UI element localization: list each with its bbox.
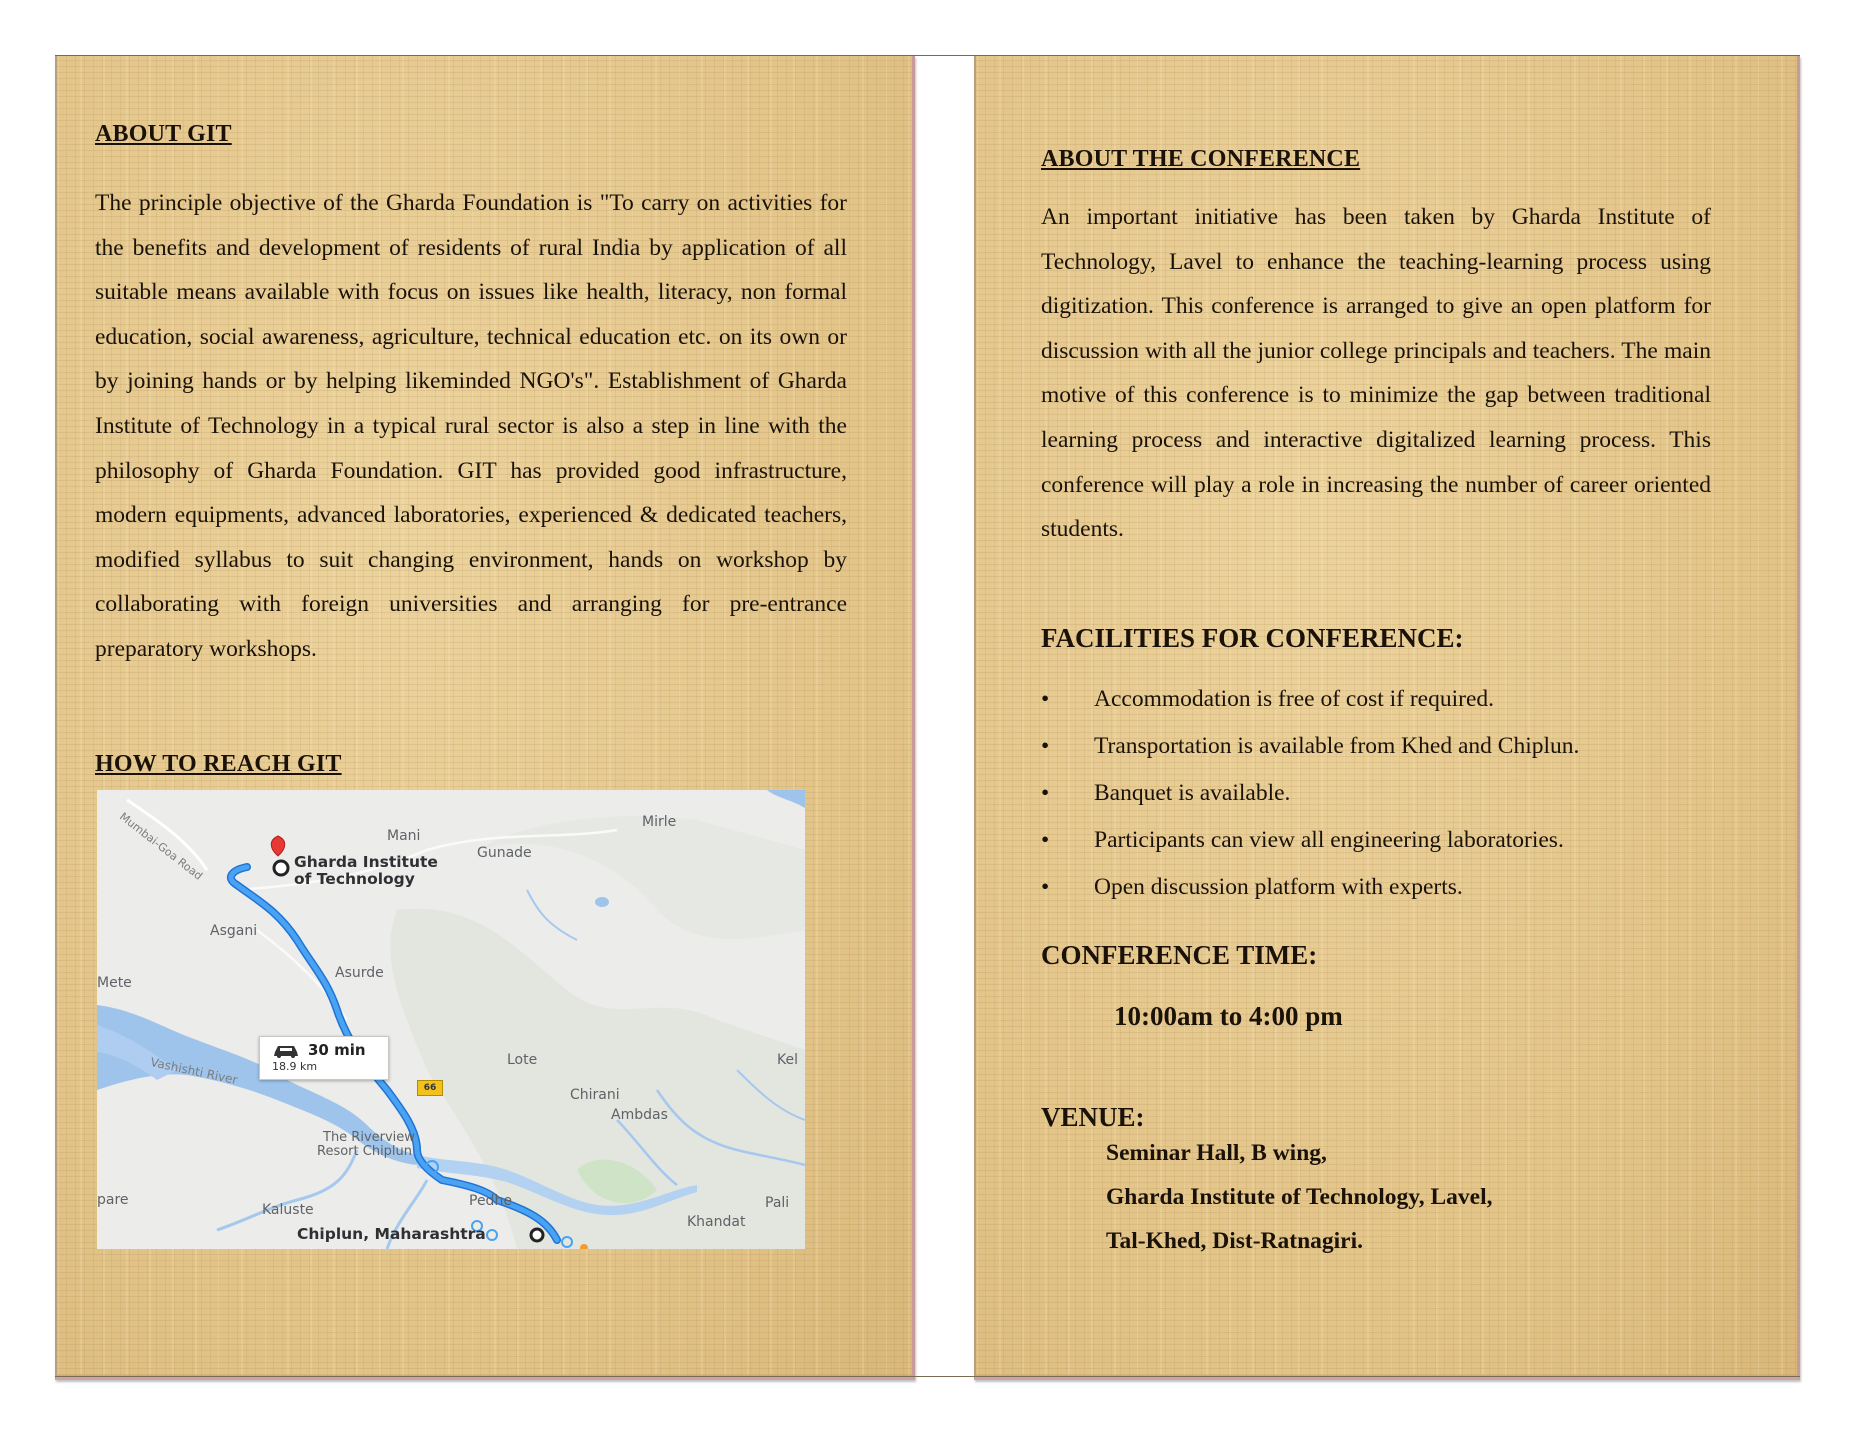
map-label-khandat: Khandat (687, 1214, 746, 1230)
bottom-rule (55, 1376, 1800, 1377)
travel-time-callout[interactable] (259, 1036, 389, 1080)
about-conference-heading: ABOUT THE CONFERENCE (1041, 146, 1361, 172)
map-label-pali: Pali (765, 1195, 790, 1211)
map-label-ambdas: Ambdas (611, 1107, 668, 1123)
map-label-mumbai-goa-road: Mumbai-Goa Road (116, 810, 205, 883)
venue-line: Seminar Hall, B wing, (1106, 1140, 1327, 1166)
map-label-riverview-line2: Resort Chiplun (317, 1144, 413, 1159)
venue-line: Tal-Khed, Dist-Ratnagiri. (1106, 1228, 1363, 1254)
bullet-icon: • (1041, 733, 1050, 759)
facility-item: • Banquet is available. (1041, 780, 1291, 806)
map-destination-line1: Gharda Institute (294, 853, 438, 871)
conference-time-heading: CONFERENCE TIME: (1041, 940, 1318, 970)
map-label-vashishti-river: Vashishti River (149, 1055, 239, 1088)
map-label-pedhe: Pedhe (469, 1193, 512, 1209)
map-label-mirle: Mirle (642, 814, 677, 830)
map-label-lote: Lote (507, 1052, 538, 1068)
about-git-heading: ABOUT GIT (95, 121, 232, 147)
route-map[interactable] (97, 790, 805, 1249)
map-label-kaluste: Kaluste (262, 1202, 314, 1218)
map-label-kel: Kel (777, 1052, 798, 1068)
map-label-asurde: Asurde (335, 965, 384, 981)
bullet-icon: • (1041, 827, 1050, 853)
map-label-riverview-line1: The Riverview (323, 1130, 415, 1145)
about-git-text: The principle objective of the Gharda Foundation is "To carry on activities for the benefits and development of residents of rural India by application of all suitable means available with focus on issues like health, literacy, non formal education, social awareness, agriculture, technical education etc. on its own or by joining hands or by helping likeminded NGO's". Establishment of Gharda Institute of Technology in a typical rural sector is also a step in line with the philosophy of Gharda Foundation. GIT has provided good infrastructure, modern equipments, advanced laboratories, experienced & dedicated teachers, modified syllabus to suit changing environment, hands on workshop by collaborating with foreign universities and arranging for pre-entrance preparatory workshops. (95, 190, 847, 662)
bullet-icon: • (1041, 874, 1050, 900)
map-label-mete: Mete (97, 975, 132, 991)
travel-distance: 18.9 km (272, 1060, 318, 1073)
conference-time-value: 10:00am to 4:00 pm (1114, 1001, 1343, 1031)
bullet-icon: • (1041, 780, 1050, 806)
travel-time: 30 min (308, 1041, 366, 1059)
map-label-asgani: Asgani (210, 923, 258, 939)
facility-item: • Accommodation is free of cost if required. (1041, 686, 1495, 712)
map-label-chirani: Chirani (570, 1087, 620, 1103)
facility-item: • Transportation is available from Khed and Chiplun. (1041, 733, 1580, 759)
map-label-gunade: Gunade (477, 845, 532, 861)
map-graphics (97, 790, 805, 1249)
about-conference-text: An important initiative has been taken by Gharda Institute of Technology, Lavel to enhance the teaching-learning process using digitization. This conference is arranged to give an open platform for discussion with all the junior college principals and teachers. The main motive of this conference is to minimize the gap between traditional learning process and interactive digitalized learning process. This conference will play a role in increasing the number of career oriented students. (1041, 204, 1711, 543)
how-to-reach-heading: HOW TO REACH GIT (95, 751, 342, 777)
facility-item: • Participants can view all engineering laboratories. (1041, 827, 1564, 853)
highway-shield: 66 (417, 1080, 443, 1096)
map-label-mani: Mani (387, 828, 421, 844)
car-icon (272, 1044, 300, 1058)
map-destination-line2: of Technology (294, 870, 415, 888)
venue-heading: VENUE: (1041, 1102, 1145, 1132)
map-origin-label: Chiplun, Maharashtra (297, 1225, 486, 1243)
facilities-heading: FACILITIES FOR CONFERENCE: (1041, 623, 1464, 653)
map-label-pare: pare (97, 1192, 129, 1208)
bullet-icon: • (1041, 686, 1050, 712)
venue-line: Gharda Institute of Technology, Lavel, (1106, 1184, 1493, 1210)
facility-item: • Open discussion platform with experts. (1041, 874, 1463, 900)
